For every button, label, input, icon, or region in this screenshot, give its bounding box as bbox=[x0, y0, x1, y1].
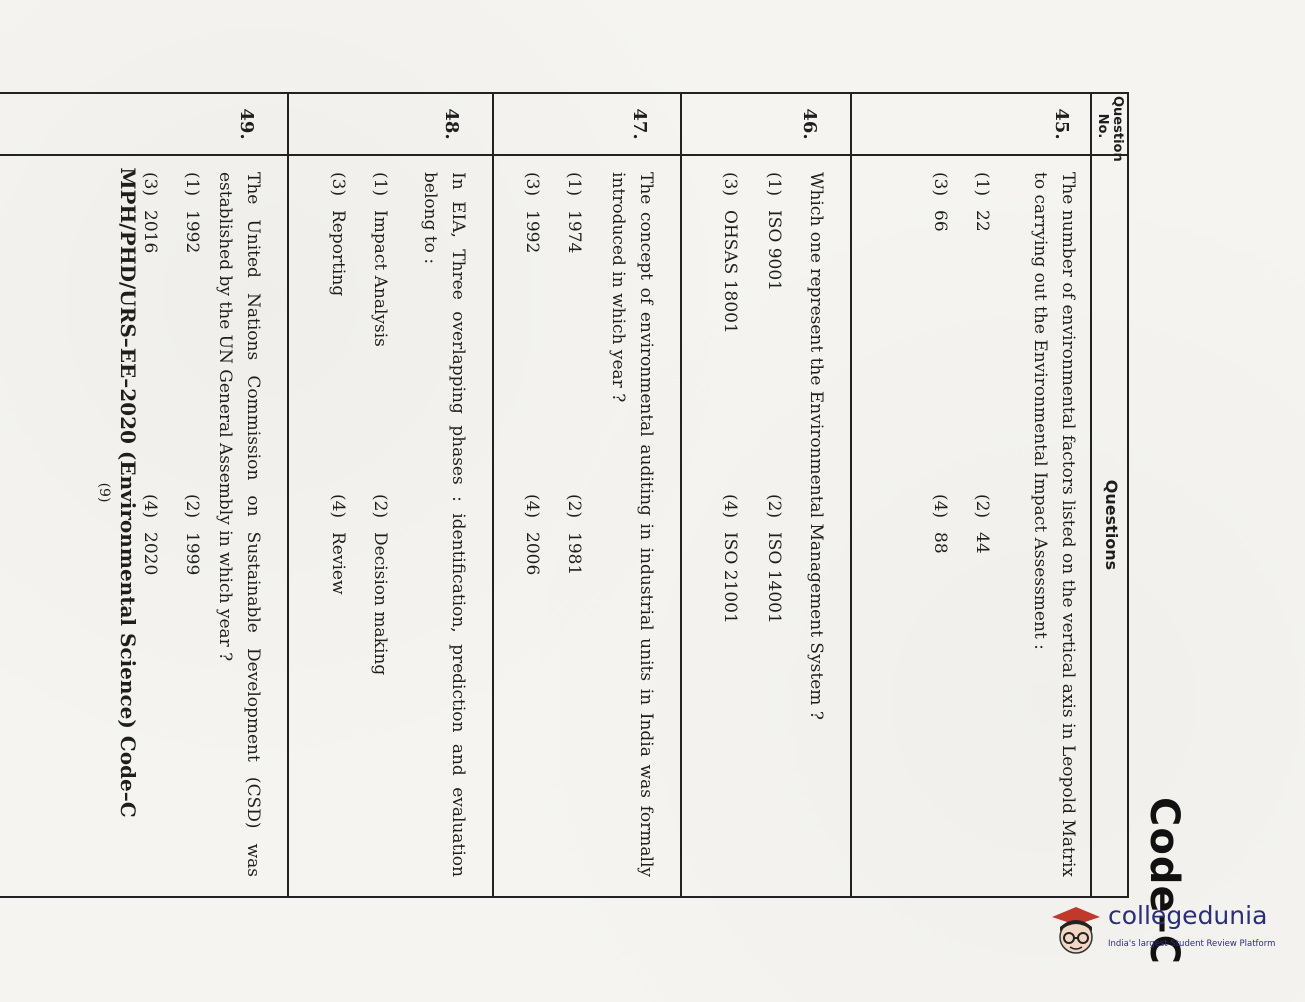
option-text: ISO 9001 bbox=[764, 210, 784, 291]
option-text: 66 bbox=[930, 210, 950, 232]
question-number: 46. bbox=[799, 108, 820, 140]
option bbox=[140, 494, 160, 575]
option-number: (2) bbox=[764, 494, 784, 519]
brand-tagline: India's largest Student Review Platform bbox=[1108, 939, 1276, 949]
option bbox=[564, 172, 584, 253]
option-number: (1) bbox=[972, 172, 992, 197]
option bbox=[182, 172, 202, 253]
row-divider bbox=[680, 94, 682, 896]
option-text: 1974 bbox=[564, 210, 584, 254]
option-text: 88 bbox=[930, 532, 950, 554]
option bbox=[182, 494, 202, 575]
question-number-header: Question No. bbox=[1095, 96, 1125, 162]
question-text: Which one represent the Environmental Management System ? bbox=[806, 172, 826, 720]
option bbox=[370, 494, 390, 675]
option-text: Impact Analysis bbox=[370, 210, 390, 347]
option-number: (4) bbox=[140, 494, 160, 519]
option-text: 2020 bbox=[140, 532, 160, 576]
option-text: 2016 bbox=[140, 210, 160, 254]
option-number: (3) bbox=[930, 172, 950, 197]
option-number: (3) bbox=[140, 172, 160, 197]
option bbox=[764, 172, 784, 291]
question-text: The number of environmental factors listed on the vertical axis in Leopold Matrix to carrying out the Environmental Impact Assessment : bbox=[1030, 172, 1078, 877]
header-row-divider bbox=[1090, 94, 1092, 896]
option-number: (1) bbox=[370, 172, 390, 197]
option bbox=[972, 494, 992, 554]
exam-footer-title: MPH/PHD/URS–EE–2020 (Environmental Science) Code–C bbox=[116, 167, 140, 818]
option-number: (4) bbox=[930, 494, 950, 519]
row-divider bbox=[287, 94, 289, 896]
option-text: Review bbox=[328, 532, 348, 595]
question-text: The United Nations Commission on Sustainable Development (CSD) was established by the UN General Assembly in which year ? bbox=[215, 172, 263, 877]
page-number: (9) bbox=[96, 482, 112, 503]
option-text: 1992 bbox=[522, 210, 542, 254]
option bbox=[328, 172, 348, 296]
option-text: 1981 bbox=[564, 532, 584, 576]
option-number: (3) bbox=[522, 172, 542, 197]
option-text: OHSAS 18001 bbox=[720, 210, 740, 334]
row-divider bbox=[492, 94, 494, 896]
question-number: 48. bbox=[441, 108, 462, 140]
question-text: In EIA, Three overlapping phases : identification, prediction and evaluation belong to : bbox=[420, 172, 468, 877]
question-number: 45. bbox=[1051, 108, 1072, 140]
option bbox=[522, 494, 542, 575]
option bbox=[972, 172, 992, 232]
option-text: ISO 14001 bbox=[764, 532, 784, 624]
option-text: Decision making bbox=[370, 532, 390, 676]
column-divider bbox=[0, 154, 1127, 156]
option bbox=[764, 494, 784, 624]
question-number: 47. bbox=[629, 108, 650, 140]
option-text: ISO 21001 bbox=[720, 532, 740, 624]
option-number: (4) bbox=[328, 494, 348, 519]
exam-code-label: Code–C bbox=[1141, 797, 1187, 965]
option bbox=[140, 172, 160, 253]
option bbox=[930, 494, 950, 554]
option-number: (2) bbox=[972, 494, 992, 519]
option bbox=[930, 172, 950, 232]
option-number: (1) bbox=[182, 172, 202, 197]
option-text: 1992 bbox=[182, 210, 202, 254]
brand-name: collegedunia bbox=[1108, 901, 1268, 930]
option bbox=[370, 172, 390, 347]
option bbox=[522, 172, 542, 253]
option-text: Reporting bbox=[328, 210, 348, 297]
option-number: (1) bbox=[564, 172, 584, 197]
option bbox=[720, 172, 740, 334]
option bbox=[720, 494, 740, 624]
option-number: (2) bbox=[182, 494, 202, 519]
option-text: 1999 bbox=[182, 532, 202, 576]
option-text: 22 bbox=[972, 210, 992, 232]
option-number: (2) bbox=[370, 494, 390, 519]
collegedunia-watermark bbox=[1040, 895, 1275, 965]
option-number: (1) bbox=[764, 172, 784, 197]
option-text: 2006 bbox=[522, 532, 542, 576]
option-number: (4) bbox=[720, 494, 740, 519]
questions-table bbox=[0, 92, 1129, 898]
row-divider bbox=[850, 94, 852, 896]
option-number: (3) bbox=[328, 172, 348, 197]
option bbox=[564, 494, 584, 575]
option-number: (2) bbox=[564, 494, 584, 519]
option-number: (4) bbox=[522, 494, 542, 519]
question-text: The concept of environmental auditing in industrial units in India was formally introduced in which year ? bbox=[608, 172, 656, 877]
question-number: 49. bbox=[236, 108, 257, 140]
collegedunia-logo-icon bbox=[1046, 901, 1104, 959]
questions-header: Questions bbox=[1102, 479, 1121, 571]
option-text: 44 bbox=[972, 532, 992, 554]
option-number: (3) bbox=[720, 172, 740, 197]
option bbox=[328, 494, 348, 595]
